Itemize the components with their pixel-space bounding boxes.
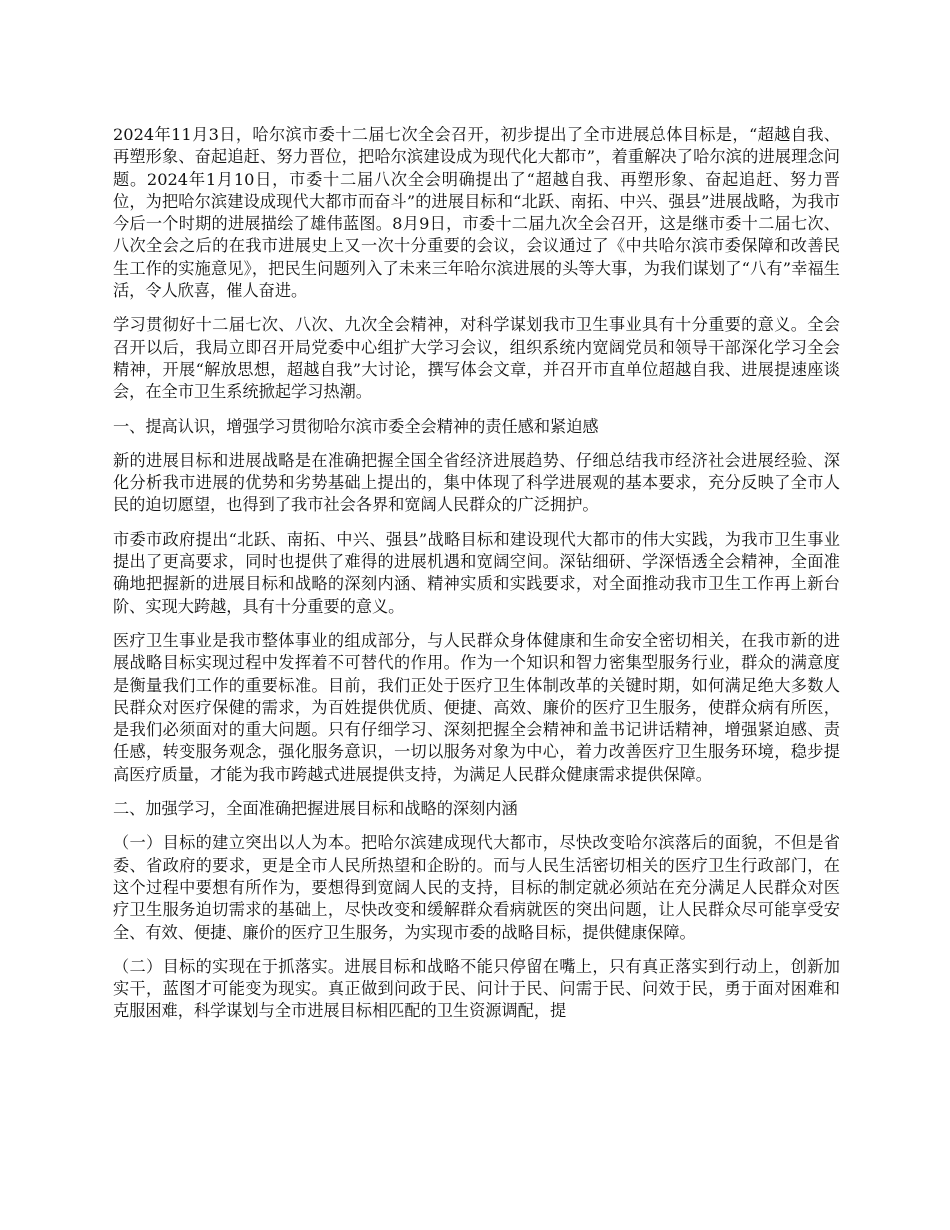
section-1-paragraph-1: 新的进展目标和进展战略是在准确把握全国全省经济进展趋势、仔细总结我市经济社会进展经验、深化分析我市进展的优势和劣势基础上提出的，集中体现了科学进展观的基本要求，充分反映了全市人民的迫切愿望，也得到了我市社会各界和宽阔人民群众的广泛拥护。 (113, 450, 840, 515)
section-heading-2: 二、加强学习，全面准确把握进展目标和战略的深刻内涵 (113, 799, 518, 819)
intro-paragraph-2: 学习贯彻好十二届七次、八次、九次全会精神，对科学谋划我市卫生事业具有十分重要的意义。全会召开以后，我局立即召开局党委中心组扩大学习会议，组织系统内宽阔党员和领导干部深化学习全会精神，开展“解放思想，超越自我”大讨论，撰写体会文章，并召开市直单位超越自我、进展提速座谈会，在全市卫生系统掀起学习热潮。 (113, 315, 840, 402)
section-heading-1: 一、提高认识，增强学习贯彻哈尔滨市委全会精神的责任感和紧迫感 (113, 416, 599, 436)
section-1-paragraph-2: 市委市政府提出“北跃、南拓、中兴、强县”战略目标和建设现代大都市的伟大实践，为我市卫生事业提出了更高要求，同时也提供了难得的进展机遇和宽阔空间。深钻细研、学深悟透全会精神，全面准确地把握新的进展目标和战略的深刻内涵、精神实质和实践要求，对全面推动我市卫生工作再上新台阶、实现大跨越，具有十分重要的意义。 (113, 529, 840, 616)
document-page (113, 124, 840, 1035)
section-1-paragraph-3: 医疗卫生事业是我市整体事业的组成部分，与人民群众身体健康和生命安全密切相关，在我市新的进展战略目标实现过程中发挥着不可替代的作用。作为一个知识和智力密集型服务行业，群众的满意度是衡量我们工作的重要标准。目前，我们正处于医疗卫生体制改革的关键时期，如何满足绝大多数人民群众对医疗保健的需求，为百姓提供优质、便捷、高效、廉价的医疗卫生服务，使群众病有所医，是我们必须面对的重大问题。只有仔细学习、深刻把握全会精神和盖书记讲话精神，增强紧迫感、责任感，转变服务观念，强化服务意识，一切以服务对象为中心，着力改善医疗卫生服务环境，稳步提高医疗质量，才能为我市跨越式进展提供支持，为满足人民群众健康需求提供保障。 (113, 630, 840, 784)
intro-paragraph-1: 2024年11月3日，哈尔滨市委十二届七次全会召开，初步提出了全市进展总体目标是，“超越自我、再塑形象、奋起追赶、努力晋位，把哈尔滨建设成为现代化大都市”，着重解决了哈尔滨的进展理念问题。2024年1月10日，市委十二届八次全会明确提出了“超越自我、再塑形象、奋起追赶、努力晋位，为把哈尔滨建设成现代大都市而奋斗”的进展目标和“北跃、南拓、中兴、强县”进展战略，为我市今后一个时期的进展描绘了雄伟蓝图。8月9日，市委十二届九次全会召开，这是继市委十二届七次、八次全会之后的在我市进展史上又一次十分重要的会议，会议通过了《中共哈尔滨市委保障和改善民生工作的实施意见》，把民生问题列入了未来三年哈尔滨进展的头等大事，为我们谋划了“八有”幸福生活，令人欣喜，催人奋进。 (113, 125, 840, 301)
section-2-paragraph-2: （二）目标的实现在于抓落实。进展目标和战略不能只停留在嘴上，只有真正落实到行动上，创新加实干，蓝图才可能变为现实。真正做到问政于民、问计于民、问需于民、问效于民，勇于面对困难和克服困难，科学谋划与全市进展目标相匹配的卫生资源调配，提 (113, 956, 840, 1021)
section-2-paragraph-1: （一）目标的建立突出以人为本。把哈尔滨建成现代大都市，尽快改变哈尔滨落后的面貌，不但是省委、省政府的要求，更是全市人民所热望和企盼的。而与人民生活密切相关的医疗卫生行政部门，在这个过程中要想有所作为，要想得到宽阔人民的支持，目标的制定就必须站在充分满足人民群众对医疗卫生服务迫切需求的基础上，尽快改变和缓解群众看病就医的突出问题，让人民群众尽可能享受安全、有效、便捷、廉价的医疗卫生服务，为实现市委的战略目标，提供健康保障。 (113, 833, 840, 942)
